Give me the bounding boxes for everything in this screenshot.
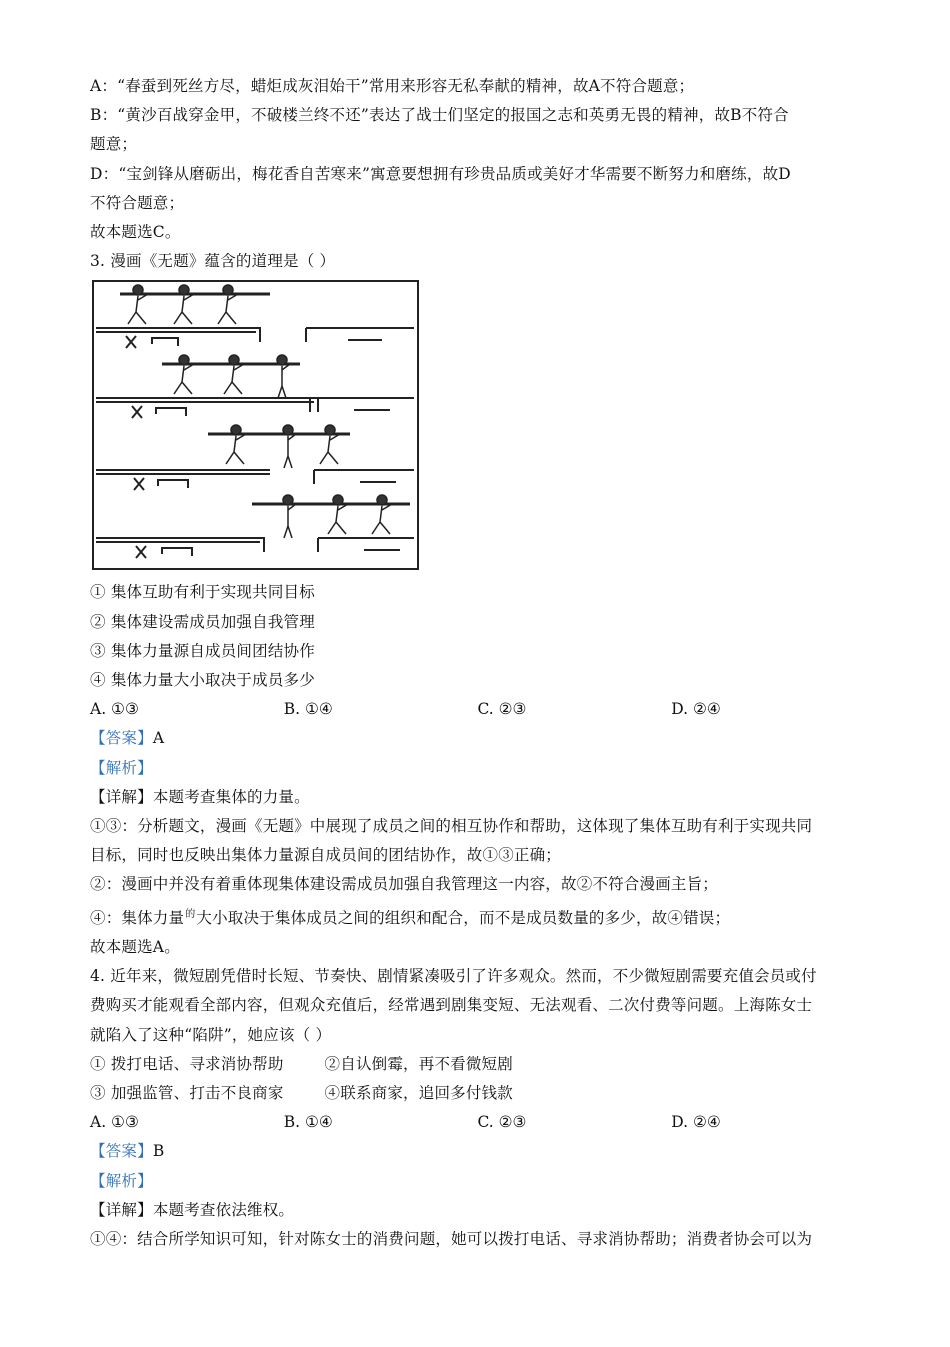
question-3-detail-intro (90, 783, 865, 812)
question-4-detail-intro (90, 1196, 865, 1225)
answer-tag: 【答案】 (90, 729, 153, 748)
explanation-a: A：“春蚕到死丝方尽，蜡炬成灰泪始干”常用来形容无私奉献的精神，故A不符合题意； (90, 77, 695, 95)
detail-intro-text: 本题考查依法维权。 (152, 1200, 295, 1219)
explanation-b-line2: 题意； (90, 135, 138, 154)
cartoon-image (92, 280, 419, 570)
option-c: C. ②③ (477, 700, 527, 719)
explanation-d-line1: D：“宝剑锋从磨砺出，梅花香自苦寒来”寓意要想拥有珍贵品质或美好才华需要不断努力和磨练，故D (90, 164, 791, 183)
answer-tag: 【答案】 (90, 1142, 153, 1161)
option-b: B. ①④ (283, 700, 333, 719)
question-3-answer (90, 724, 865, 753)
explanation-d-line2: 不符合题意； (90, 193, 185, 212)
explanation-b-line1: B：“黄沙百战穿金甲，不破楼兰终不还”表达了战士们坚定的报国之志和英勇无畏的精神，故B不符合 (90, 106, 789, 125)
question-3-options (90, 695, 865, 724)
explanation-conclusion: 故本题选C。 (90, 223, 181, 242)
question-3-item-2: ② 集体建设需成员加强自我管理 (90, 612, 315, 631)
option-c: C. ②③ (477, 1113, 527, 1132)
question-3-stem: 3. 漫画《无题》蕴含的道理是（ ） (90, 252, 336, 271)
question-3-analysis-tag: 【解析】 (90, 758, 153, 777)
question-3-detail-3 (90, 900, 865, 933)
question-4-items-row-1: ① 拨打电话、寻求消协帮助 ②自认倒霉，再不看微短剧 (90, 1054, 513, 1073)
question-4-analysis-tag: 【解析】 (90, 1171, 153, 1190)
detail-tag: 【详解】 (90, 1200, 153, 1219)
option-a: A. ①③ (90, 700, 139, 719)
option-a: A. ①③ (90, 1113, 139, 1132)
detail-3-part-a: ④：集体力量 (90, 908, 185, 927)
answer-value: A (152, 729, 165, 748)
option-b: B. ①④ (283, 1113, 333, 1132)
detail-3-part-b: 大小取决于集体成员之间的组织和配合，而不是成员数量的多少，故④错误； (196, 908, 731, 927)
question-3-item-4: ④ 集体力量大小取决于成员多少 (90, 671, 315, 690)
question-4-stem-2: 费购买才能观看全部内容，但观众充值后，经常遇到剧集变短、无法观看、二次付费等问题。上海陈女士 (90, 996, 813, 1015)
detail-3-superscript: 的 (185, 908, 196, 920)
question-4-stem-3: 就陷入了这种“陷阱”，她应该（ ） (90, 1025, 332, 1044)
document-page (90, 72, 865, 1254)
question-4-items-row-2: ③ 加强监管、打击不良商家 ④联系商家，追回多付钱款 (90, 1084, 513, 1103)
detail-tag: 【详解】 (90, 787, 153, 806)
answer-value: B (152, 1142, 165, 1161)
question-4-detail-1: ①④：结合所学知识可知，针对陈女士的消费问题，她可以拨打电话、寻求消协帮助；消费者协会可以为 (90, 1230, 813, 1249)
question-4-answer (90, 1137, 865, 1166)
question-3-detail-1b: 目标，同时也反映出集体力量源自成员间的团结协作，故①③正确； (90, 846, 562, 865)
question-4-options (90, 1108, 865, 1137)
detail-intro-text: 本题考查集体的力量。 (152, 787, 310, 806)
question-3-item-3: ③ 集体力量源自成员间团结协作 (90, 641, 315, 660)
question-3-detail-1a: ①③：分析题文，漫画《无题》中展现了成员之间的相互协作和帮助，这体现了集体互助有利于实现共同 (90, 817, 813, 836)
question-3-conclusion: 故本题选A。 (90, 938, 180, 957)
question-3-item-1: ① 集体互助有利于实现共同目标 (90, 583, 315, 602)
option-d: D. ②④ (671, 1113, 721, 1132)
question-4-stem-1: 4. 近年来，微短剧凭借时长短、节奏快、剧情紧凑吸引了许多观众。然而，不少微短剧需要充值会员或付 (90, 967, 817, 986)
question-3-detail-2: ②：漫画中并没有着重体现集体建设需成员加强自我管理这一内容，故②不符合漫画主旨； (90, 875, 719, 894)
option-d: D. ②④ (671, 700, 721, 719)
